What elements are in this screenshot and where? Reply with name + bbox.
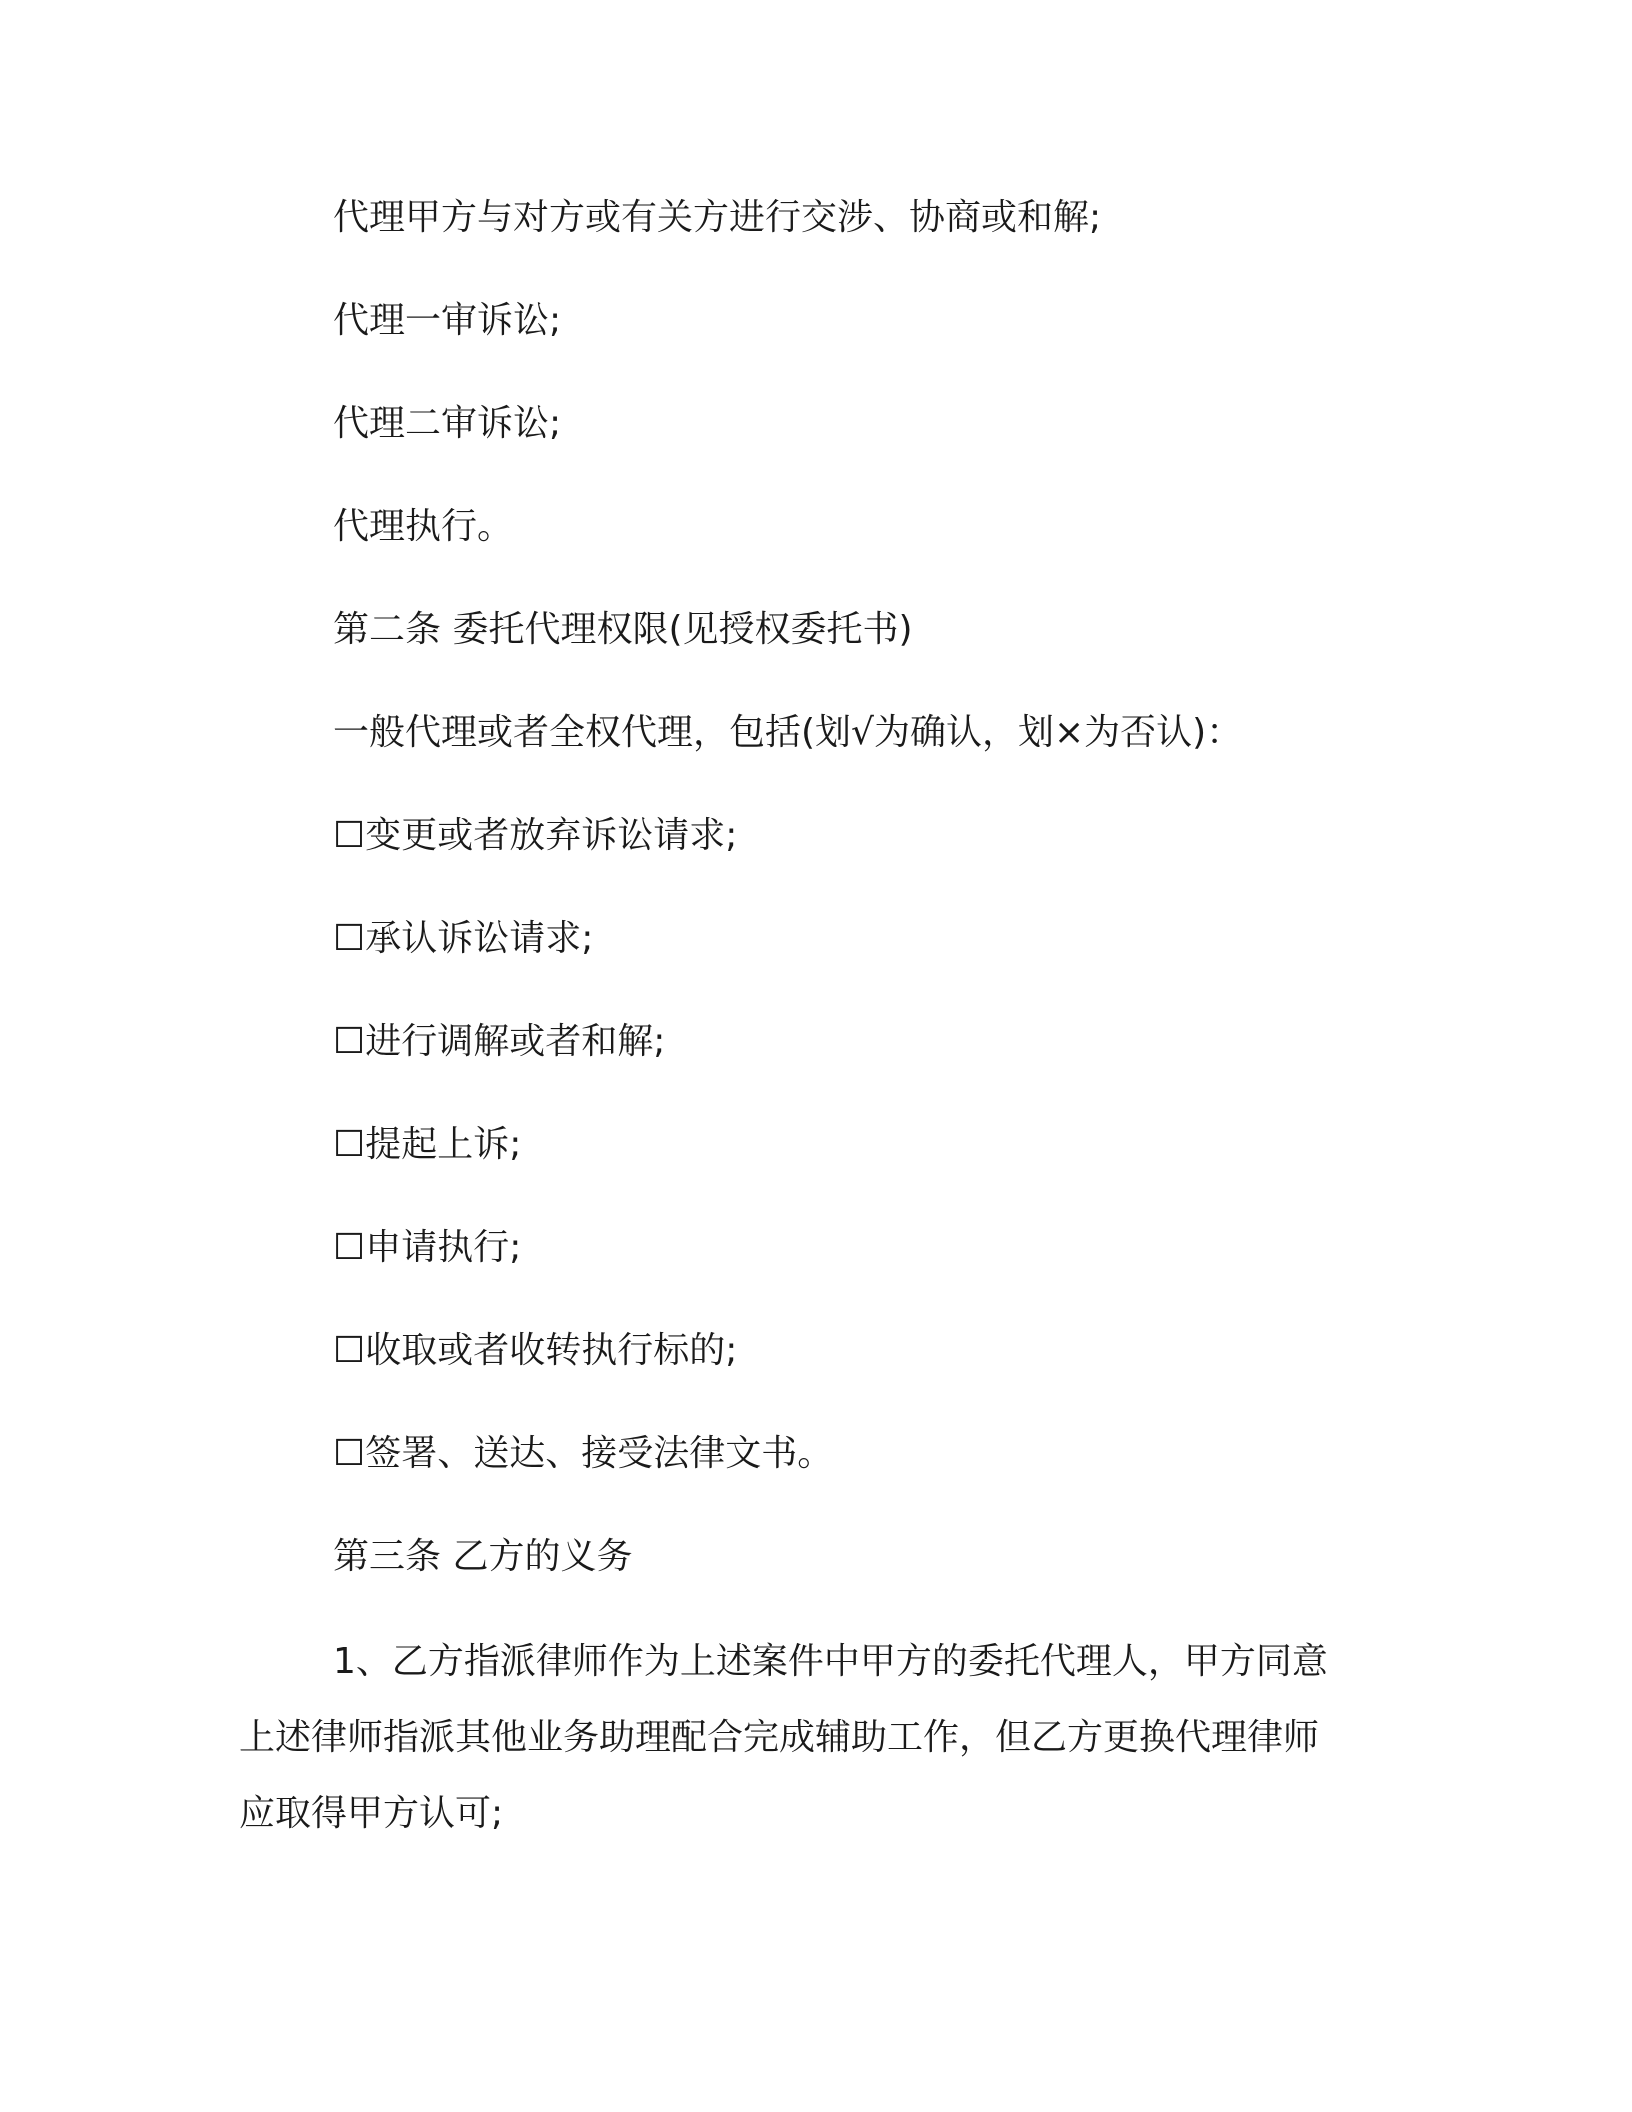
text-line: 一般代理或者全权代理，包括(划√为确认，划×为否认)： (333, 712, 1243, 753)
checkbox-item: ☐收取或者收转执行标的; (333, 1330, 738, 1371)
section-heading: 第三条 乙方的义务 (333, 1536, 633, 1577)
checkbox-item: ☐提起上诉; (333, 1124, 522, 1165)
text-line: 代理二审诉讼; (333, 403, 562, 444)
checkbox-item: ☐进行调解或者和解; (333, 1021, 666, 1062)
checkbox-item: ☐变更或者放弃诉讼请求; (333, 815, 738, 856)
paragraph-text: 1、乙方指派律师作为上述案件中甲方的委托代理人，甲方同意 (333, 1641, 1328, 1682)
section-heading: 第二条 委托代理权限(见授权委托书) (333, 609, 913, 650)
paragraph-line-first (239, 1624, 1369, 1700)
text-line: 代理甲方与对方或有关方进行交涉、协商或和解; (333, 197, 1102, 238)
paragraph-line: 应取得甲方认可; (239, 1793, 504, 1834)
text-line: 代理执行。 (333, 506, 514, 547)
checkbox-item: ☐申请执行; (333, 1227, 522, 1268)
checkbox-item: ☐签署、送达、接受法律文书。 (333, 1433, 834, 1474)
paragraph-line: 上述律师指派其他业务助理配合完成辅助工作，但乙方更换代理律师 (239, 1717, 1320, 1758)
text-line: 代理一审诉讼; (333, 300, 562, 341)
body-paragraph (239, 1624, 1369, 1852)
checkbox-item: ☐承认诉讼请求; (333, 918, 594, 959)
